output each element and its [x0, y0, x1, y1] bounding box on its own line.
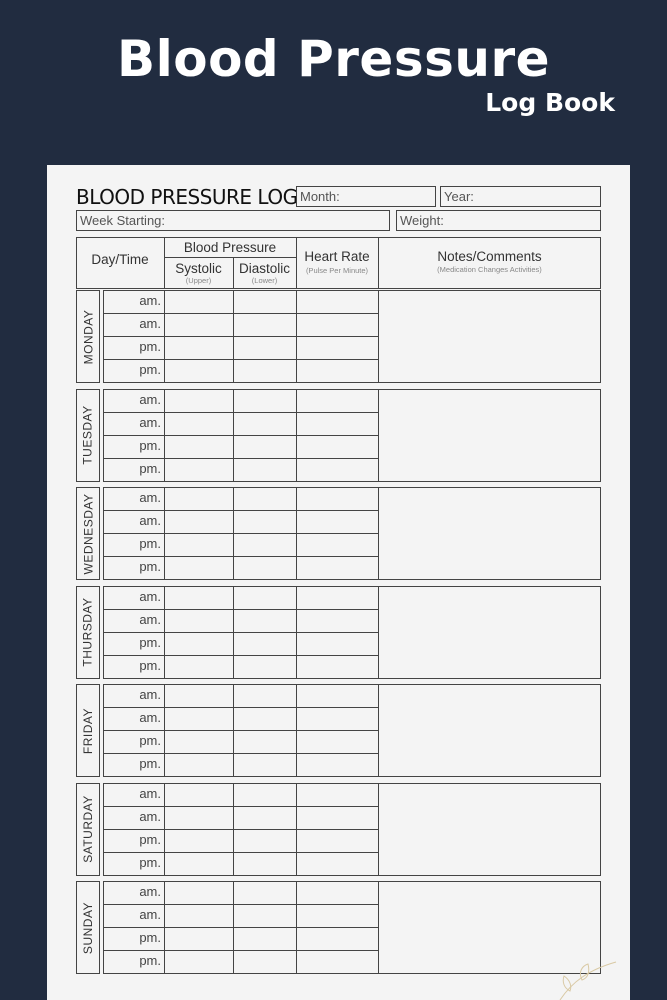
heart-rate-cell[interactable]	[296, 510, 379, 534]
diastolic-cell[interactable]	[233, 435, 297, 459]
diastolic-note: (Lower)	[251, 276, 278, 285]
time-slot-label: am.	[139, 884, 161, 899]
diastolic-cell[interactable]	[233, 533, 297, 557]
time-slot-label: pm.	[139, 930, 161, 945]
notes-cell[interactable]	[378, 389, 601, 482]
time-slot-label: am.	[139, 293, 161, 308]
leaf-decoration-icon	[552, 960, 622, 1000]
systolic-cell[interactable]	[164, 313, 234, 337]
time-slot-label: pm.	[139, 756, 161, 771]
systolic-cell[interactable]	[164, 510, 234, 534]
day-name: THURSDAY	[81, 597, 95, 667]
log-title: BLOOD PRESSURE LOG	[76, 185, 298, 209]
day-label	[78, 487, 98, 580]
systolic-cell[interactable]	[164, 556, 234, 580]
day-name: TUESDAY	[81, 405, 96, 465]
systolic-cell[interactable]	[164, 336, 234, 360]
time-slot-label: am.	[139, 611, 161, 627]
day-label	[78, 586, 98, 679]
week-starting-label: Week Starting:	[80, 213, 166, 228]
time-slot-label: am.	[139, 687, 161, 702]
notes-cell[interactable]	[378, 684, 601, 777]
day-name: SUNDAY	[81, 901, 95, 954]
diastolic-cell[interactable]	[233, 290, 297, 314]
notes-cell[interactable]	[378, 783, 601, 876]
heart-rate-cell[interactable]	[296, 458, 379, 482]
heart-rate-cell[interactable]	[296, 533, 379, 557]
systolic-cell[interactable]	[164, 655, 234, 679]
diastolic-cell[interactable]	[233, 730, 297, 754]
weight-field[interactable]	[396, 210, 601, 231]
day-label	[78, 881, 98, 974]
day-name: MONDAY	[81, 309, 95, 364]
diastolic-cell[interactable]	[233, 412, 297, 436]
diastolic-cell[interactable]	[233, 753, 297, 777]
systolic-cell[interactable]	[164, 730, 234, 754]
time-slot-label: pm.	[139, 831, 161, 847]
diastolic-cell[interactable]	[233, 655, 297, 679]
systolic-cell[interactable]	[164, 458, 234, 482]
day-label	[78, 389, 98, 482]
heart-rate-cell[interactable]	[296, 389, 379, 413]
time-slot-label: am.	[139, 490, 161, 505]
month-label: Month:	[300, 189, 340, 204]
systolic-cell[interactable]	[164, 707, 234, 731]
blood-pressure-header: Blood Pressure	[183, 240, 277, 255]
diastolic-header: Diastolic	[238, 261, 290, 276]
time-slot-label: pm.	[139, 339, 161, 354]
day-label	[78, 684, 98, 777]
diastolic-cell[interactable]	[233, 829, 297, 853]
day-label	[78, 783, 98, 876]
systolic-cell[interactable]	[164, 829, 234, 853]
heart-rate-cell[interactable]	[296, 556, 379, 580]
systolic-cell[interactable]	[164, 290, 234, 314]
diastolic-cell[interactable]	[233, 609, 297, 633]
systolic-cell[interactable]	[164, 412, 234, 436]
diastolic-cell[interactable]	[233, 904, 297, 928]
systolic-cell[interactable]	[164, 904, 234, 928]
time-slot-label: pm.	[139, 362, 161, 377]
time-slot-label: am.	[139, 513, 161, 528]
diastolic-cell[interactable]	[233, 806, 297, 830]
diastolic-cell[interactable]	[233, 510, 297, 534]
heart-rate-cell[interactable]	[296, 927, 379, 951]
time-slot-label: pm.	[139, 657, 161, 673]
heart-rate-cell[interactable]	[296, 435, 379, 459]
systolic-cell[interactable]	[164, 783, 234, 807]
weight-label: Weight:	[400, 213, 444, 228]
systolic-cell[interactable]	[164, 435, 234, 459]
notes-cell[interactable]	[378, 290, 601, 383]
time-slot-label: pm.	[139, 460, 161, 476]
time-slot-label: am.	[139, 785, 161, 801]
time-slot-label: pm.	[139, 733, 161, 748]
diastolic-cell[interactable]	[233, 684, 297, 708]
time-slot-label: am.	[139, 710, 161, 725]
heart-rate-cell[interactable]	[296, 359, 379, 383]
diastolic-cell[interactable]	[233, 313, 297, 337]
systolic-cell[interactable]	[164, 586, 234, 610]
heart-rate-cell[interactable]	[296, 783, 379, 807]
systolic-cell[interactable]	[164, 609, 234, 633]
heart-rate-cell[interactable]	[296, 684, 379, 708]
time-slot-label: am.	[139, 391, 161, 407]
year-label: Year:	[444, 189, 474, 204]
heart-rate-cell[interactable]	[296, 412, 379, 436]
systolic-note: (Upper)	[185, 276, 212, 285]
diastolic-cell[interactable]	[233, 336, 297, 360]
systolic-cell[interactable]	[164, 950, 234, 974]
systolic-header: Systolic	[175, 261, 222, 276]
diastolic-cell[interactable]	[233, 487, 297, 511]
time-slot-label: am.	[139, 907, 161, 922]
cover-title: Blood Pressure	[116, 30, 551, 88]
systolic-cell[interactable]	[164, 927, 234, 951]
notes-cell[interactable]	[378, 586, 601, 679]
heart-rate-cell[interactable]	[296, 655, 379, 679]
heart-rate-cell[interactable]	[296, 829, 379, 853]
systolic-cell[interactable]	[164, 852, 234, 876]
diastolic-cell[interactable]	[233, 556, 297, 580]
time-slot-label: pm.	[139, 536, 161, 551]
diastolic-cell[interactable]	[233, 881, 297, 905]
systolic-cell[interactable]	[164, 753, 234, 777]
heart-rate-cell[interactable]	[296, 707, 379, 731]
year-field[interactable]	[440, 186, 601, 207]
diastolic-cell[interactable]	[233, 586, 297, 610]
systolic-cell[interactable]	[164, 487, 234, 511]
diastolic-cell[interactable]	[233, 707, 297, 731]
week-starting-field[interactable]	[76, 210, 390, 231]
heart-rate-note: (Pulse Per Minute)	[305, 266, 369, 275]
heart-rate-cell[interactable]	[296, 609, 379, 633]
heart-rate-cell[interactable]	[296, 336, 379, 360]
day-name: WEDNESDAY	[81, 493, 96, 574]
systolic-cell[interactable]	[164, 533, 234, 557]
notes-cell[interactable]	[378, 487, 601, 580]
time-slot-label: pm.	[139, 437, 161, 453]
notes-note: (Medication Changes Activities)	[437, 265, 542, 274]
divider	[164, 257, 296, 258]
heart-rate-cell[interactable]	[296, 290, 379, 314]
time-slot-label: am.	[139, 316, 161, 331]
diastolic-cell[interactable]	[233, 852, 297, 876]
systolic-cell[interactable]	[164, 389, 234, 413]
systolic-cell[interactable]	[164, 806, 234, 830]
cover-subtitle: Log Book	[485, 88, 615, 117]
time-slot-label: am.	[139, 588, 161, 604]
notes-header: Notes/Comments	[437, 249, 542, 264]
day-name: FRIDAY	[81, 707, 95, 754]
systolic-cell[interactable]	[164, 359, 234, 383]
day-time-header: Day/Time	[91, 252, 149, 267]
time-slot-label: pm.	[139, 854, 161, 870]
time-slot-label: pm.	[139, 953, 161, 968]
systolic-cell[interactable]	[164, 684, 234, 708]
diastolic-cell[interactable]	[233, 632, 297, 656]
day-label	[78, 290, 98, 383]
heart-rate-cell[interactable]	[296, 586, 379, 610]
diastolic-cell[interactable]	[233, 389, 297, 413]
diastolic-cell[interactable]	[233, 359, 297, 383]
heart-rate-cell[interactable]	[296, 730, 379, 754]
heart-rate-cell[interactable]	[296, 313, 379, 337]
diastolic-cell[interactable]	[233, 927, 297, 951]
heart-rate-header: Heart Rate	[304, 249, 370, 264]
heart-rate-cell[interactable]	[296, 852, 379, 876]
heart-rate-cell[interactable]	[296, 950, 379, 974]
systolic-cell[interactable]	[164, 881, 234, 905]
diastolic-cell[interactable]	[233, 783, 297, 807]
heart-rate-cell[interactable]	[296, 881, 379, 905]
heart-rate-cell[interactable]	[296, 632, 379, 656]
time-slot-label: am.	[139, 808, 161, 824]
heart-rate-cell[interactable]	[296, 753, 379, 777]
heart-rate-cell[interactable]	[296, 806, 379, 830]
diastolic-cell[interactable]	[233, 458, 297, 482]
month-field[interactable]	[296, 186, 436, 207]
time-slot-label: pm.	[139, 634, 161, 650]
time-slot-label: pm.	[139, 559, 161, 574]
heart-rate-cell[interactable]	[296, 904, 379, 928]
heart-rate-cell[interactable]	[296, 487, 379, 511]
diastolic-cell[interactable]	[233, 950, 297, 974]
time-slot-label: am.	[139, 414, 161, 430]
systolic-cell[interactable]	[164, 632, 234, 656]
log-page	[47, 165, 630, 1000]
day-name: SATURDAY	[81, 795, 95, 863]
